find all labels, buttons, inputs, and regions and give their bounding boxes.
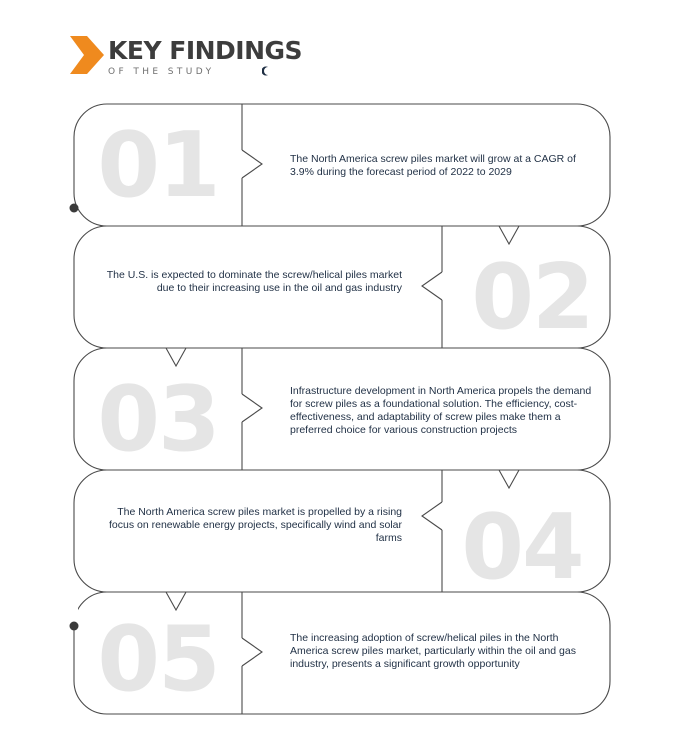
finding-number-05: 05 [97,607,219,712]
finding-number-02: 02 [471,245,593,350]
finding-text-03: Infrastructure development in North America propels the demand for screw piles as a foundational solution. The efficiency, cost-effectiveness, and adaptability of screw piles make them a preferred choice for various construction projects [290,385,592,436]
finding-number-04: 04 [461,495,583,600]
pointer-02 [422,272,442,300]
finding-text-01: The North America screw piles market will grow at a CAGR of 3.9% during the forecast period of 2022 to 2029 [290,153,576,178]
page-subtitle: OF THE STUDY [108,67,215,77]
finding-text-04: The North America screw piles market is propelled by a rising focus on renewable energy projects, specifically wind and solar farms [109,506,402,544]
finding-number-03: 03 [97,367,219,472]
pointer-03 [242,394,262,422]
pointer-04 [422,502,442,530]
pointer-01 [242,150,262,178]
timeline-dot-start [70,204,79,213]
finding-number-01: 01 [97,113,219,218]
pointer-05 [242,638,262,666]
finding-text-05: The increasing adoption of screw/helical piles in the North America screw piles market, particularly within the oil and gas industry, presents a significant growth opportunity [290,632,576,670]
timeline-dot-end [70,622,79,631]
finding-text-02: The U.S. is expected to dominate the screw/helical piles market due to their increasing use in the oil and gas industry [106,269,402,294]
page-title: KEY FINDINGS [108,36,303,65]
